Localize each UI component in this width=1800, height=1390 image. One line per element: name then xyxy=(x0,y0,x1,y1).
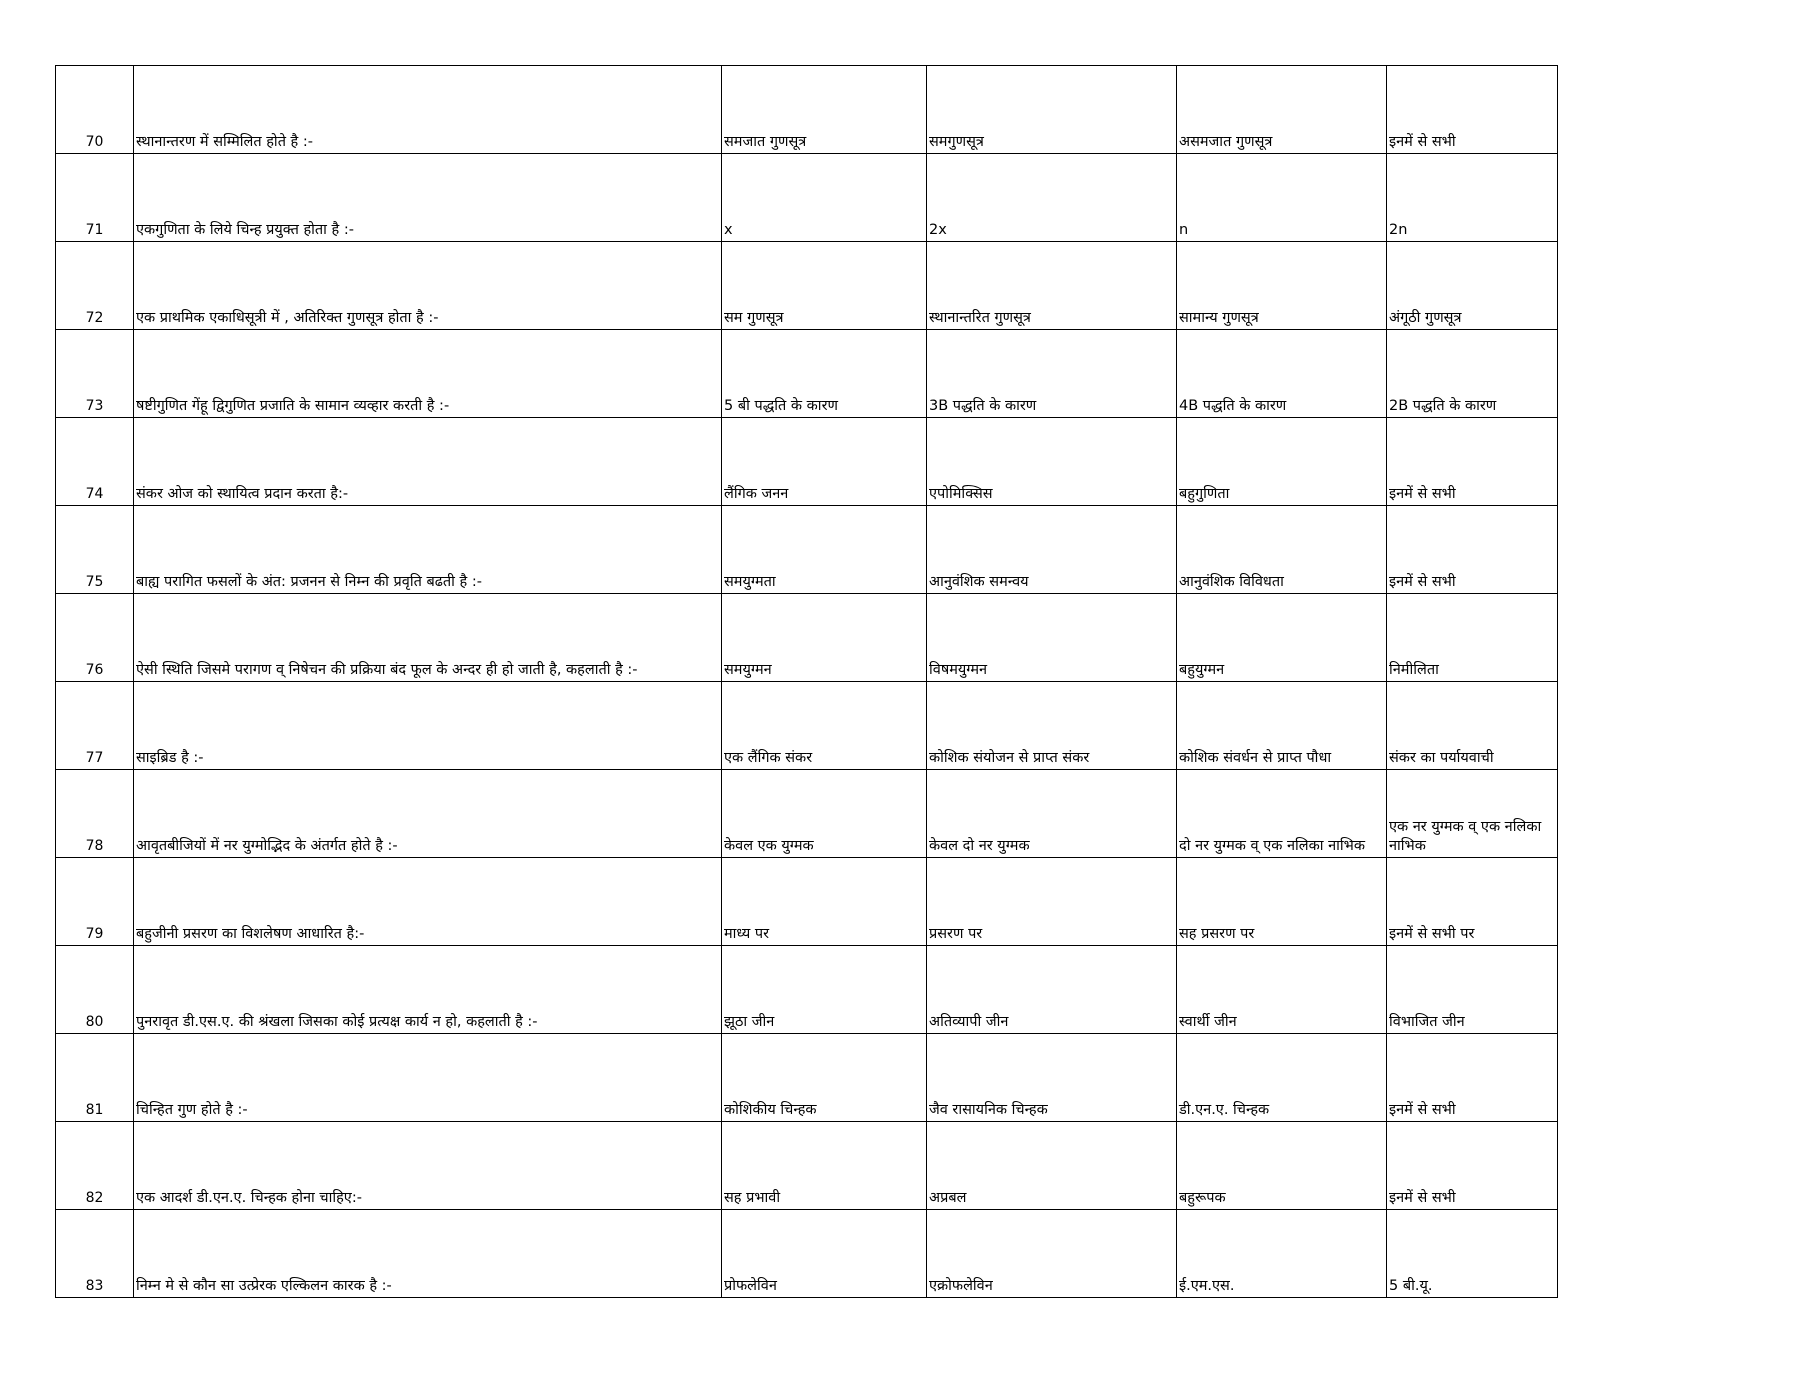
option-b: समगुणसूत्र xyxy=(927,66,1177,154)
option-c: स्वार्थी जीन xyxy=(1177,946,1387,1034)
question-row xyxy=(56,242,1558,330)
option-a: 5 बी पद्धति के कारण xyxy=(722,330,927,418)
question-number: 82 xyxy=(56,1122,134,1210)
option-b: प्रसरण पर xyxy=(927,858,1177,946)
option-a: x xyxy=(722,154,927,242)
question-number: 79 xyxy=(56,858,134,946)
option-c: डी.एन.ए. चिन्हक xyxy=(1177,1034,1387,1122)
option-a: सम गुणसूत्र xyxy=(722,242,927,330)
option-c: n xyxy=(1177,154,1387,242)
option-a: समयुग्मन xyxy=(722,594,927,682)
question-row xyxy=(56,330,1558,418)
option-c: असमजात गुणसूत्र xyxy=(1177,66,1387,154)
option-a: सह प्रभावी xyxy=(722,1122,927,1210)
question-text: संकर ओज को स्थायित्व प्रदान करता है:- xyxy=(134,418,722,506)
option-c: सामान्य गुणसूत्र xyxy=(1177,242,1387,330)
option-b: केवल दो नर युग्मक xyxy=(927,770,1177,858)
option-b: एक्रोफलेविन xyxy=(927,1210,1177,1298)
option-c: ई.एम.एस. xyxy=(1177,1210,1387,1298)
question-text: स्थानान्तरण में सम्मिलित होते है :- xyxy=(134,66,722,154)
option-b: स्थानान्तरित गुणसूत्र xyxy=(927,242,1177,330)
option-d: इनमें से सभी xyxy=(1387,1122,1558,1210)
option-d: इनमें से सभी xyxy=(1387,1034,1558,1122)
option-d: 2B पद्धति के कारण xyxy=(1387,330,1558,418)
question-text: बाह्य परागित फसलों के अंत: प्रजनन से निम्न की प्रवृति बढती है :- xyxy=(134,506,722,594)
option-c: बहुगुणिता xyxy=(1177,418,1387,506)
option-b: 2x xyxy=(927,154,1177,242)
question-row xyxy=(56,594,1558,682)
option-b: आनुवंशिक समन्वय xyxy=(927,506,1177,594)
option-b: विषमयुग्मन xyxy=(927,594,1177,682)
question-number: 81 xyxy=(56,1034,134,1122)
option-d: इनमें से सभी xyxy=(1387,66,1558,154)
question-text: साइब्रिड है :- xyxy=(134,682,722,770)
option-c: आनुवंशिक विविधता xyxy=(1177,506,1387,594)
option-b: अप्रबल xyxy=(927,1122,1177,1210)
option-b: कोशिक संयोजन से प्राप्त संकर xyxy=(927,682,1177,770)
question-table-body xyxy=(56,66,1558,1298)
question-number: 73 xyxy=(56,330,134,418)
option-c: सह प्रसरण पर xyxy=(1177,858,1387,946)
option-b: अतिव्यापी जीन xyxy=(927,946,1177,1034)
question-row xyxy=(56,770,1558,858)
question-number: 74 xyxy=(56,418,134,506)
option-d: निमीलिता xyxy=(1387,594,1558,682)
question-number: 75 xyxy=(56,506,134,594)
option-a: कोशिकीय चिन्हक xyxy=(722,1034,927,1122)
option-d: विभाजित जीन xyxy=(1387,946,1558,1034)
question-table xyxy=(55,65,1558,1298)
question-row xyxy=(56,418,1558,506)
question-text: ऐसी स्थिति जिसमे परागण व् निषेचन की प्रक्रिया बंद फूल के अन्दर ही हो जाती है, कहलाती है :- xyxy=(134,594,722,682)
question-row xyxy=(56,1034,1558,1122)
option-c: कोशिक संवर्धन से प्राप्त पौधा xyxy=(1177,682,1387,770)
option-a: प्रोफलेविन xyxy=(722,1210,927,1298)
question-text: एक प्राथमिक एकाधिसूत्री में , अतिरिक्त गुणसूत्र होता है :- xyxy=(134,242,722,330)
question-number: 77 xyxy=(56,682,134,770)
question-number: 76 xyxy=(56,594,134,682)
option-a: झूठा जीन xyxy=(722,946,927,1034)
question-row xyxy=(56,1122,1558,1210)
question-number: 83 xyxy=(56,1210,134,1298)
question-text: षष्टीगुणित गेंहू द्विगुणित प्रजाति के सामान व्यव्हार करती है :- xyxy=(134,330,722,418)
question-text: चिन्हित गुण होते है :- xyxy=(134,1034,722,1122)
option-a: एक लैंगिक संकर xyxy=(722,682,927,770)
question-row xyxy=(56,506,1558,594)
question-row xyxy=(56,66,1558,154)
option-d: 5 बी.यू. xyxy=(1387,1210,1558,1298)
question-row xyxy=(56,154,1558,242)
option-d: इनमें से सभी xyxy=(1387,506,1558,594)
question-text: बहुजीनी प्रसरण का विशलेषण आधारित है:- xyxy=(134,858,722,946)
question-row xyxy=(56,682,1558,770)
option-d: एक नर युग्मक व् एक नलिका नाभिक xyxy=(1387,770,1558,858)
option-a: केवल एक युग्मक xyxy=(722,770,927,858)
option-c: दो नर युग्मक व् एक नलिका नाभिक xyxy=(1177,770,1387,858)
option-a: माध्य पर xyxy=(722,858,927,946)
option-a: लैंगिक जनन xyxy=(722,418,927,506)
question-text: निम्न मे से कौन सा उत्प्रेरक एल्किलन कारक है :- xyxy=(134,1210,722,1298)
question-row xyxy=(56,1210,1558,1298)
question-row xyxy=(56,946,1558,1034)
option-d: इनमें से सभी xyxy=(1387,418,1558,506)
option-c: बहुयुग्मन xyxy=(1177,594,1387,682)
question-row xyxy=(56,858,1558,946)
question-number: 78 xyxy=(56,770,134,858)
option-a: समयुग्मता xyxy=(722,506,927,594)
option-d: अंगूठी गुणसूत्र xyxy=(1387,242,1558,330)
option-b: जैव रासायनिक चिन्हक xyxy=(927,1034,1177,1122)
option-d: 2n xyxy=(1387,154,1558,242)
question-text: आवृतबीजियों में नर युग्मोद्भिद के अंतर्गत होते है :- xyxy=(134,770,722,858)
option-d: संकर का पर्यायवाची xyxy=(1387,682,1558,770)
option-b: 3B पद्धति के कारण xyxy=(927,330,1177,418)
question-text: पुनरावृत डी.एस.ए. की श्रंखला जिसका कोई प्रत्यक्ष कार्य न हो, कहलाती है :- xyxy=(134,946,722,1034)
question-number: 80 xyxy=(56,946,134,1034)
option-a: समजात गुणसूत्र xyxy=(722,66,927,154)
question-number: 70 xyxy=(56,66,134,154)
question-text: एक आदर्श डी.एन.ए. चिन्हक होना चाहिए:- xyxy=(134,1122,722,1210)
question-number: 72 xyxy=(56,242,134,330)
option-b: एपोमिक्सिस xyxy=(927,418,1177,506)
option-d: इनमें से सभी पर xyxy=(1387,858,1558,946)
question-number: 71 xyxy=(56,154,134,242)
option-c: 4B पद्धति के कारण xyxy=(1177,330,1387,418)
option-c: बहुरूपक xyxy=(1177,1122,1387,1210)
question-text: एकगुणिता के लिये चिन्ह प्रयुक्त होता है :- xyxy=(134,154,722,242)
